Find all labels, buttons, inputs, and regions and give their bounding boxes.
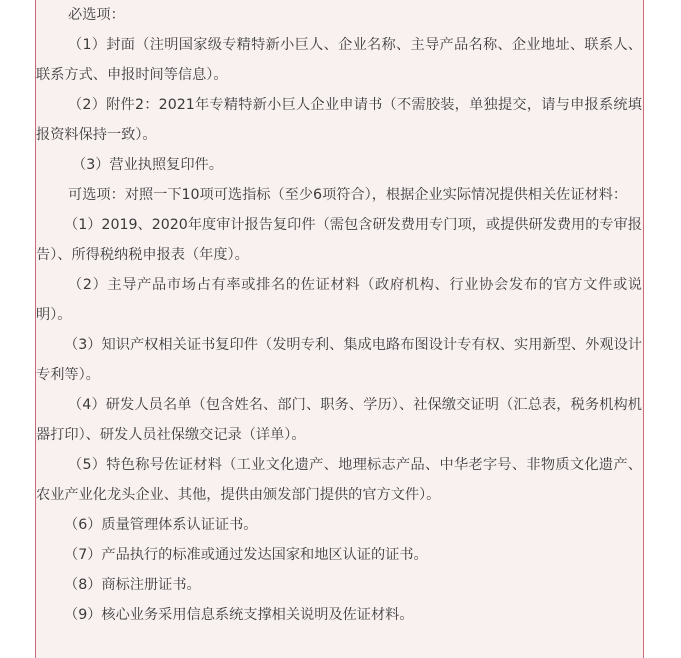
optional-item-1: （1）2019、2020年度审计报告复印件（需包含研发费用专门项，或提供研发费用的专审报告）、所得税纳税申报表（年度）。 xyxy=(36,217,642,263)
required-items-heading: 必选项： xyxy=(68,7,125,23)
article-body xyxy=(36,0,642,630)
required-item-1: （1）封面（注明国家级专精特新小巨人、企业名称、主导产品名称、企业地址、联系人、联系方式、申报时间等信息）。 xyxy=(36,37,642,83)
optional-item-5: （5）特色称号佐证材料（工业文化遗产、地理标志产品、中华老字号、非物质文化遗产、农业产业化龙头企业、其他，提供由颁发部门提供的官方文件）。 xyxy=(36,457,642,503)
optional-item-3: （3）知识产权相关证书复印件（发明专利、集成电路布图设计专有权、实用新型、外观设计专利等）。 xyxy=(36,337,642,383)
optional-item-6: （6）质量管理体系认证证书。 xyxy=(64,517,258,533)
required-item-3: （3）营业执照复印件。 xyxy=(72,157,223,173)
required-item-2: （2）附件2：2021年专精特新小巨人企业申请书（不需胶装，单独提交，请与申报系统填报资料保持一致）。 xyxy=(36,97,642,143)
optional-item-4: （4）研发人员名单（包含姓名、部门、职务、学历）、社保缴交证明（汇总表，税务机构机器打印）、研发人员社保缴交记录（详单）。 xyxy=(36,397,642,443)
optional-items-heading: 可选项：对照一下10项可选指标（至少6项符合），根据企业实际情况提供相关佐证材料： xyxy=(68,187,628,203)
optional-item-7: （7）产品执行的标准或通过发达国家和地区认证的证书。 xyxy=(64,547,428,563)
optional-item-2: （2）主导产品市场占有率或排名的佐证材料（政府机构、行业协会发布的官方文件或说明）。 xyxy=(36,277,642,323)
optional-item-9: （9）核心业务采用信息系统支撑相关说明及佐证材料。 xyxy=(64,607,414,623)
optional-item-8: （8）商标注册证书。 xyxy=(64,577,201,593)
